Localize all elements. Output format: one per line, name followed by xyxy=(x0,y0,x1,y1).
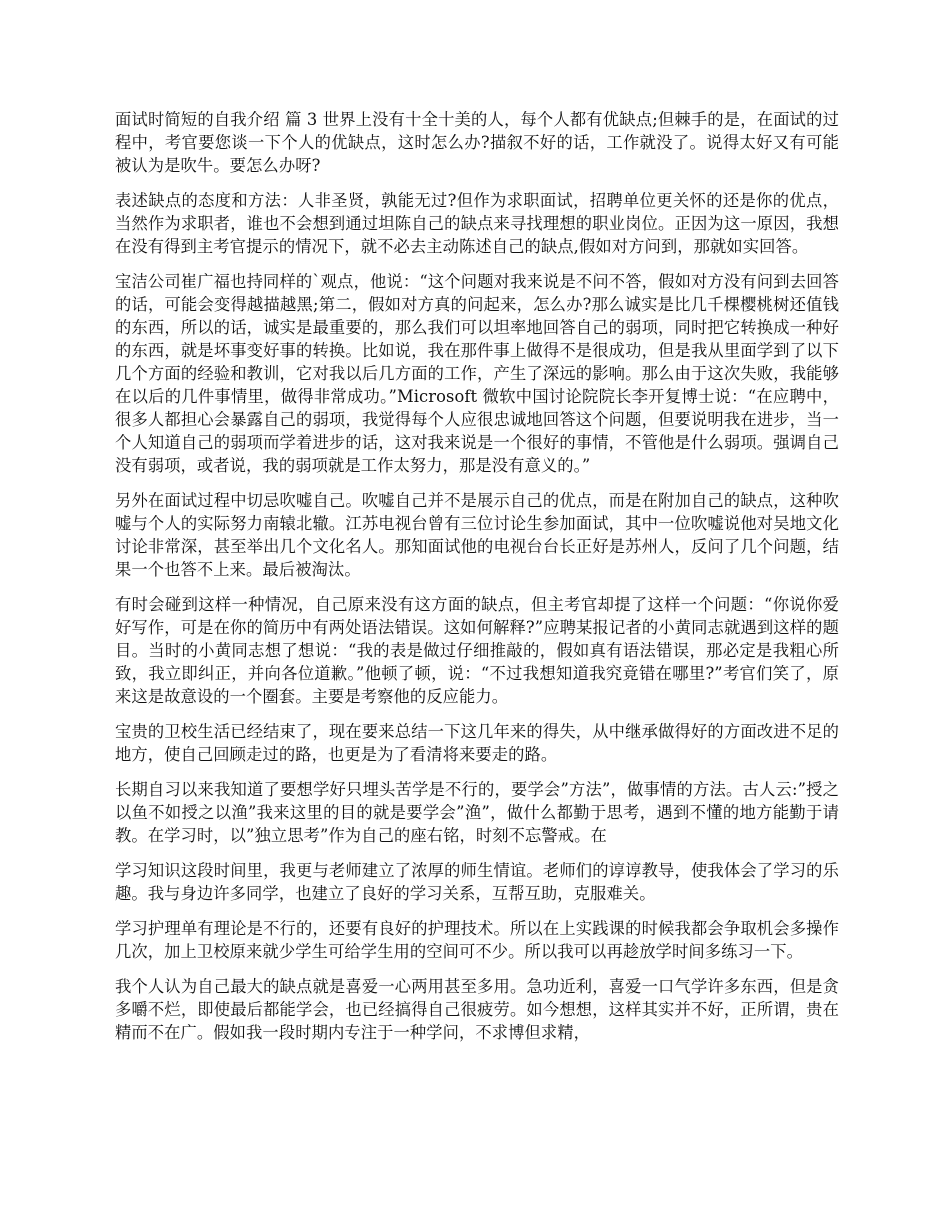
paragraph-weakness-attitude: 表述缺点的态度和方法：人非圣贤，孰能无过?但作为求职面试，招聘单位更关怀的还是你的优点，当然作为求职者，谁也不会想到通过坦陈自己的缺点来寻找理想的职业岗位。正因为这一原因，我想在没有得到主考官提示的情况下，就不必去主动陈述自己的缺点,假如对方问到，那就如实回答。 xyxy=(115,191,839,256)
paragraph-trap-question: 有时会碰到这样一种情况，自己原来没有这方面的缺点，但主考官却提了这样一个问题：“你说你爱好写作，可是在你的简历中有两处语法错误。这如何解释?”应聘某报记者的小黄同志就遇到这样的题目。当时的小黄同志想了想说：“我的表是做过仔细推敲的，假如真有语法错误，那必定是我粗心所致，我立即纠正，并向各位道歉。”他顿了顿，说：“不过我想知道我究竟错在哪里?”考官们笑了，原来这是故意设的一个圈套。主要是考察他的反应能力。 xyxy=(115,595,839,706)
paragraph-biggest-weakness: 我个人认为自己最大的缺点就是喜爱一心两用甚至多用。急功近利，喜爱一口气学许多东西，但是贪多嚼不烂，即使最后都能学会，也已经搞得自己很疲劳。如今想想，这样其实并不好，正所谓，贵在精而不在广。假如我一段时期内专注于一种学问，不求博但求精， xyxy=(115,977,839,1042)
document-page xyxy=(115,108,839,1056)
paragraph-study-method: 长期自习以来我知道了要想学好只埋头苦学是不行的，要学会”方法”，做事情的方法。古人云:”授之以鱼不如授之以渔”我来这里的目的就是要学会”渔”，做什么都勤于思考，遇到不懂的地方能勤于请教。在学习时，以”独立思考”作为自己的座右铭，时刻不忘警戒。在 xyxy=(115,780,839,845)
paragraph-nursing-practice: 学习护理单有理论是不行的，还要有良好的护理技术。所以在上实践课的时候我都会争取机会多操作几次，加上卫校原来就少学生可给学生用的空间可不少。所以我可以再趁放学时间多练习一下。 xyxy=(115,919,839,961)
paragraph-no-bragging: 另外在面试过程中切忌吹嘘自己。吹嘘自己并不是展示自己的优点，而是在附加自己的缺点，这种吹嘘与个人的实际努力南辕北辙。江苏电视台曾有三位讨论生参加面试，其中一位吹嘘说他对吴地文化讨论非常深，甚至举出几个文化名人。那知面试他的电视台台长正好是苏州人，反问了几个问题，结果一个也答不上来。最后被淘汰。 xyxy=(115,491,839,579)
paragraph-school-summary: 宝贵的卫校生活已经结束了，现在要来总结一下这几年来的得失，从中继承做得好的方面改进不足的地方，使自己回顾走过的路，也更是为了看清将来要走的路。 xyxy=(115,722,839,764)
paragraph-teachers: 学习知识这段时间里，我更与老师建立了浓厚的师生情谊。老师们的谆谆教导，使我体会了学习的乐趣。我与身边许多同学，也建立了良好的学习关系，互帮互助，克服难关。 xyxy=(115,861,839,903)
paragraph-intro: 面试时简短的自我介绍 篇 3 世界上没有十全十美的人，每个人都有优缺点;但棘手的是，在面试的过程中，考官要您谈一下个人的优缺点，这时怎么办?描叙不好的话，工作就没了。说得太好又有可能被认为是吹牛。要怎么办呀? xyxy=(115,110,839,175)
paragraph-quotes: 宝洁公司崔广福也持同样的`观点，他说：“这个问题对我来说是不问不答，假如对方没有问到去回答的话，可能会变得越描越黑;第二，假如对方真的问起来，怎么办?那么诚实是比几千棵樱桃树还值钱的东西，所以的话，诚实是最重要的，那么我们可以坦率地回答自己的弱项，同时把它转换成一种好的东西，就是坏事变好事的转换。比如说，我在那件事上做得不是很成功，但是我从里面学到了以下几个方面的经验和教训，它对我以后几方面的工作，产生了深远的影响。那么由于这次失败，我能够在以后的几件事情里，做得非常成功。”Microsoft 微软中国讨论院院长李开复博士说：“在应聘中，很多人都担心会暴露自己的弱项，我觉得每个人应很忠诚地回答这个问题，但要说明我在进步，当一个人知道自己的弱项而学着进步的话，这对我来说是一个很好的事情，不管他是什么弱项。强调自己没有弱项，或者说，我的弱项就是工作太努力，那是没有意义的。” xyxy=(115,272,839,475)
